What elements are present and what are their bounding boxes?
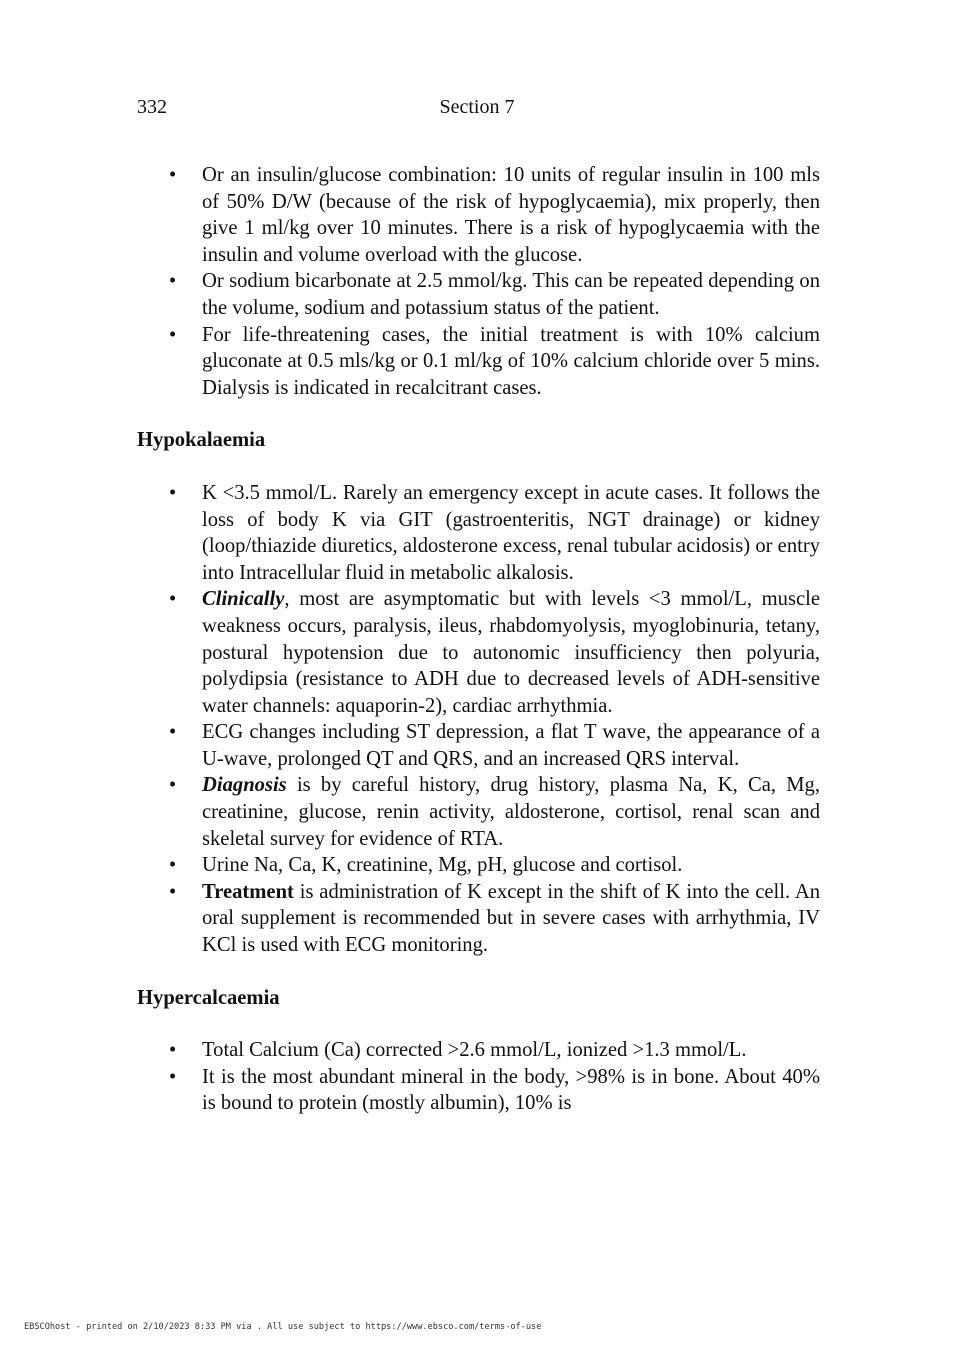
list-item-text: Or sodium bicarbonate at 2.5 mmol/kg. This can be repeated depending on the volume, sodium and potassium status of the patient. — [202, 270, 820, 319]
list-item-text: It is the most abundant mineral in the body, >98% is in bone. About 40% is bound to protein (mostly albumin), 10% is — [202, 1065, 820, 1115]
list-item: • It is the most abundant mineral in the body, >98% is in bone. About 40% is bound to protein (mostly albumin), 10% is — [169, 1065, 820, 1115]
bullet-list-hypercalcaemia — [137, 1037, 820, 1117]
list-item: • Total Calcium (Ca) corrected >2.6 mmol/L, ionized >1.3 mmol/L. — [169, 1039, 747, 1062]
list-item: • Diagnosis is by careful history, drug history, plasma Na, K, Ca, Mg, creatinine, glucose, renin activity, aldosterone, cortisol, renal scan and skeletal survey for evidence of RTA. — [169, 774, 820, 850]
list-item: • Urine Na, Ca, K, creatinine, Mg, pH, glucose and cortisol. — [169, 854, 683, 877]
list-item: • Treatment is administration of K except in the shift of K into the cell. An oral supplement is recommended but in severe cases with arrhythmia, IV KCl is used with ECG monitoring. — [169, 880, 820, 957]
section-title: Section 7 — [439, 96, 515, 118]
page-content — [137, 162, 820, 1117]
print-footer: EBSCOhost - printed on 2/10/2023 8:33 PM via . All use subject to https://www.ebsco.com/terms-of-use — [24, 1322, 542, 1332]
page-header — [137, 96, 817, 122]
lead-term-diagnosis: Diagnosis — [202, 774, 287, 797]
list-item: • Clinically, most are asymptomatic but with levels <3 mmol/L, muscle weakness occurs, paralysis, ileus, rhabdomyolysis, myoglobinuria, tetany, postural hypotension due to autonomic insufficiency then polyuria, polydipsia (resistance to ADH due to decreased levels of ADH-sensitive water channels: aquaporin-2), cardiac arrhythmia. — [169, 588, 820, 717]
list-item-text: is by careful history, drug history, plasma Na, K, Ca, Mg, creatinine, glucose, renin activity, aldosterone, cortisol, renal scan and skeletal survey for evidence of RTA. — [202, 774, 820, 850]
bullet-list-hypokalaemia — [137, 480, 820, 959]
list-item-text: , most are asymptomatic but with levels <3 mmol/L, muscle weakness occurs, paralysis, ileus, rhabdomyolysis, myoglobinuria, tetany, postural hypotension due to autonomic insufficiency then polyuria, polydipsia (resistance to ADH due to decreased levels of ADH-sensitive water channels: aquaporin-2), cardiac arrhythmia. — [202, 588, 820, 717]
heading-hypercalcaemia: Hypercalcaemia — [137, 986, 280, 1009]
list-item-text: For life-threatening cases, the initial treatment is with 10% calcium gluconate at 0.5 mls/kg or 0.1 ml/kg of 10% calcium chloride over 5 mins. Dialysis is indicated in recalcitrant cases. — [202, 323, 820, 399]
list-item-text: K <3.5 mmol/L. Rarely an emergency except in acute cases. It follows the loss of body K via GIT (gastroenteritis, NGT drainage) or kidney (loop/thiazide diuretics, aldosterone excess, renal tubular acidosis) or entry into Intracellular fluid in metabolic alkalosis. — [202, 481, 820, 584]
list-item: • For life-threatening cases, the initial treatment is with 10% calcium gluconate at 0.5 mls/kg or 0.1 ml/kg of 10% calcium chloride over 5 mins. Dialysis is indicated in recalcitrant cases. — [169, 323, 820, 399]
lead-term-treatment: Treatment — [202, 880, 294, 903]
list-item: • Or an insulin/glucose combination: 10 units of regular insulin in 100 mls of 50% D/W (because of the risk of hypoglycaemia), mix properly, then give 1 ml/kg over 10 minutes. There is a risk of hypoglycaemia with the insulin and volume overload with the glucose. — [169, 164, 820, 266]
list-item-text: is administration of K except in the shift of K into the cell. An oral supplement is recommended but in severe cases with arrhythmia, IV KCl is used with ECG monitoring. — [202, 880, 820, 957]
bullet-list-treatment — [137, 162, 820, 401]
heading-hypokalaemia: Hypokalaemia — [137, 429, 266, 452]
page-number: 332 — [137, 96, 167, 118]
list-item: • ECG changes including ST depression, a flat T wave, the appearance of a U-wave, prolonged QT and QRS, and an increased QRS interval. — [169, 721, 820, 770]
list-item-text: Urine Na, Ca, K, creatinine, Mg, pH, glucose and cortisol. — [202, 854, 683, 877]
list-item-text: ECG changes including ST depression, a flat T wave, the appearance of a U-wave, prolonged QT and QRS, and an increased QRS interval. — [202, 721, 820, 770]
lead-term-clinically: Clinically — [202, 588, 285, 611]
list-item-text: Or an insulin/glucose combination: 10 units of regular insulin in 100 mls of 50% D/W (because of the risk of hypoglycaemia), mix properly, then give 1 ml/kg over 10 minutes. There is a risk of hypoglycaemia with the insulin and volume overload with the glucose. — [202, 164, 820, 266]
list-item: • Or sodium bicarbonate at 2.5 mmol/kg. This can be repeated depending on the volume, sodium and potassium status of the patient. — [169, 270, 820, 319]
list-item: • K <3.5 mmol/L. Rarely an emergency except in acute cases. It follows the loss of body K via GIT (gastroenteritis, NGT drainage) or kidney (loop/thiazide diuretics, aldosterone excess, renal tubular acidosis) or entry into Intracellular fluid in metabolic alkalosis. — [169, 481, 820, 584]
list-item-text: Total Calcium (Ca) corrected >2.6 mmol/L, ionized >1.3 mmol/L. — [202, 1039, 747, 1062]
